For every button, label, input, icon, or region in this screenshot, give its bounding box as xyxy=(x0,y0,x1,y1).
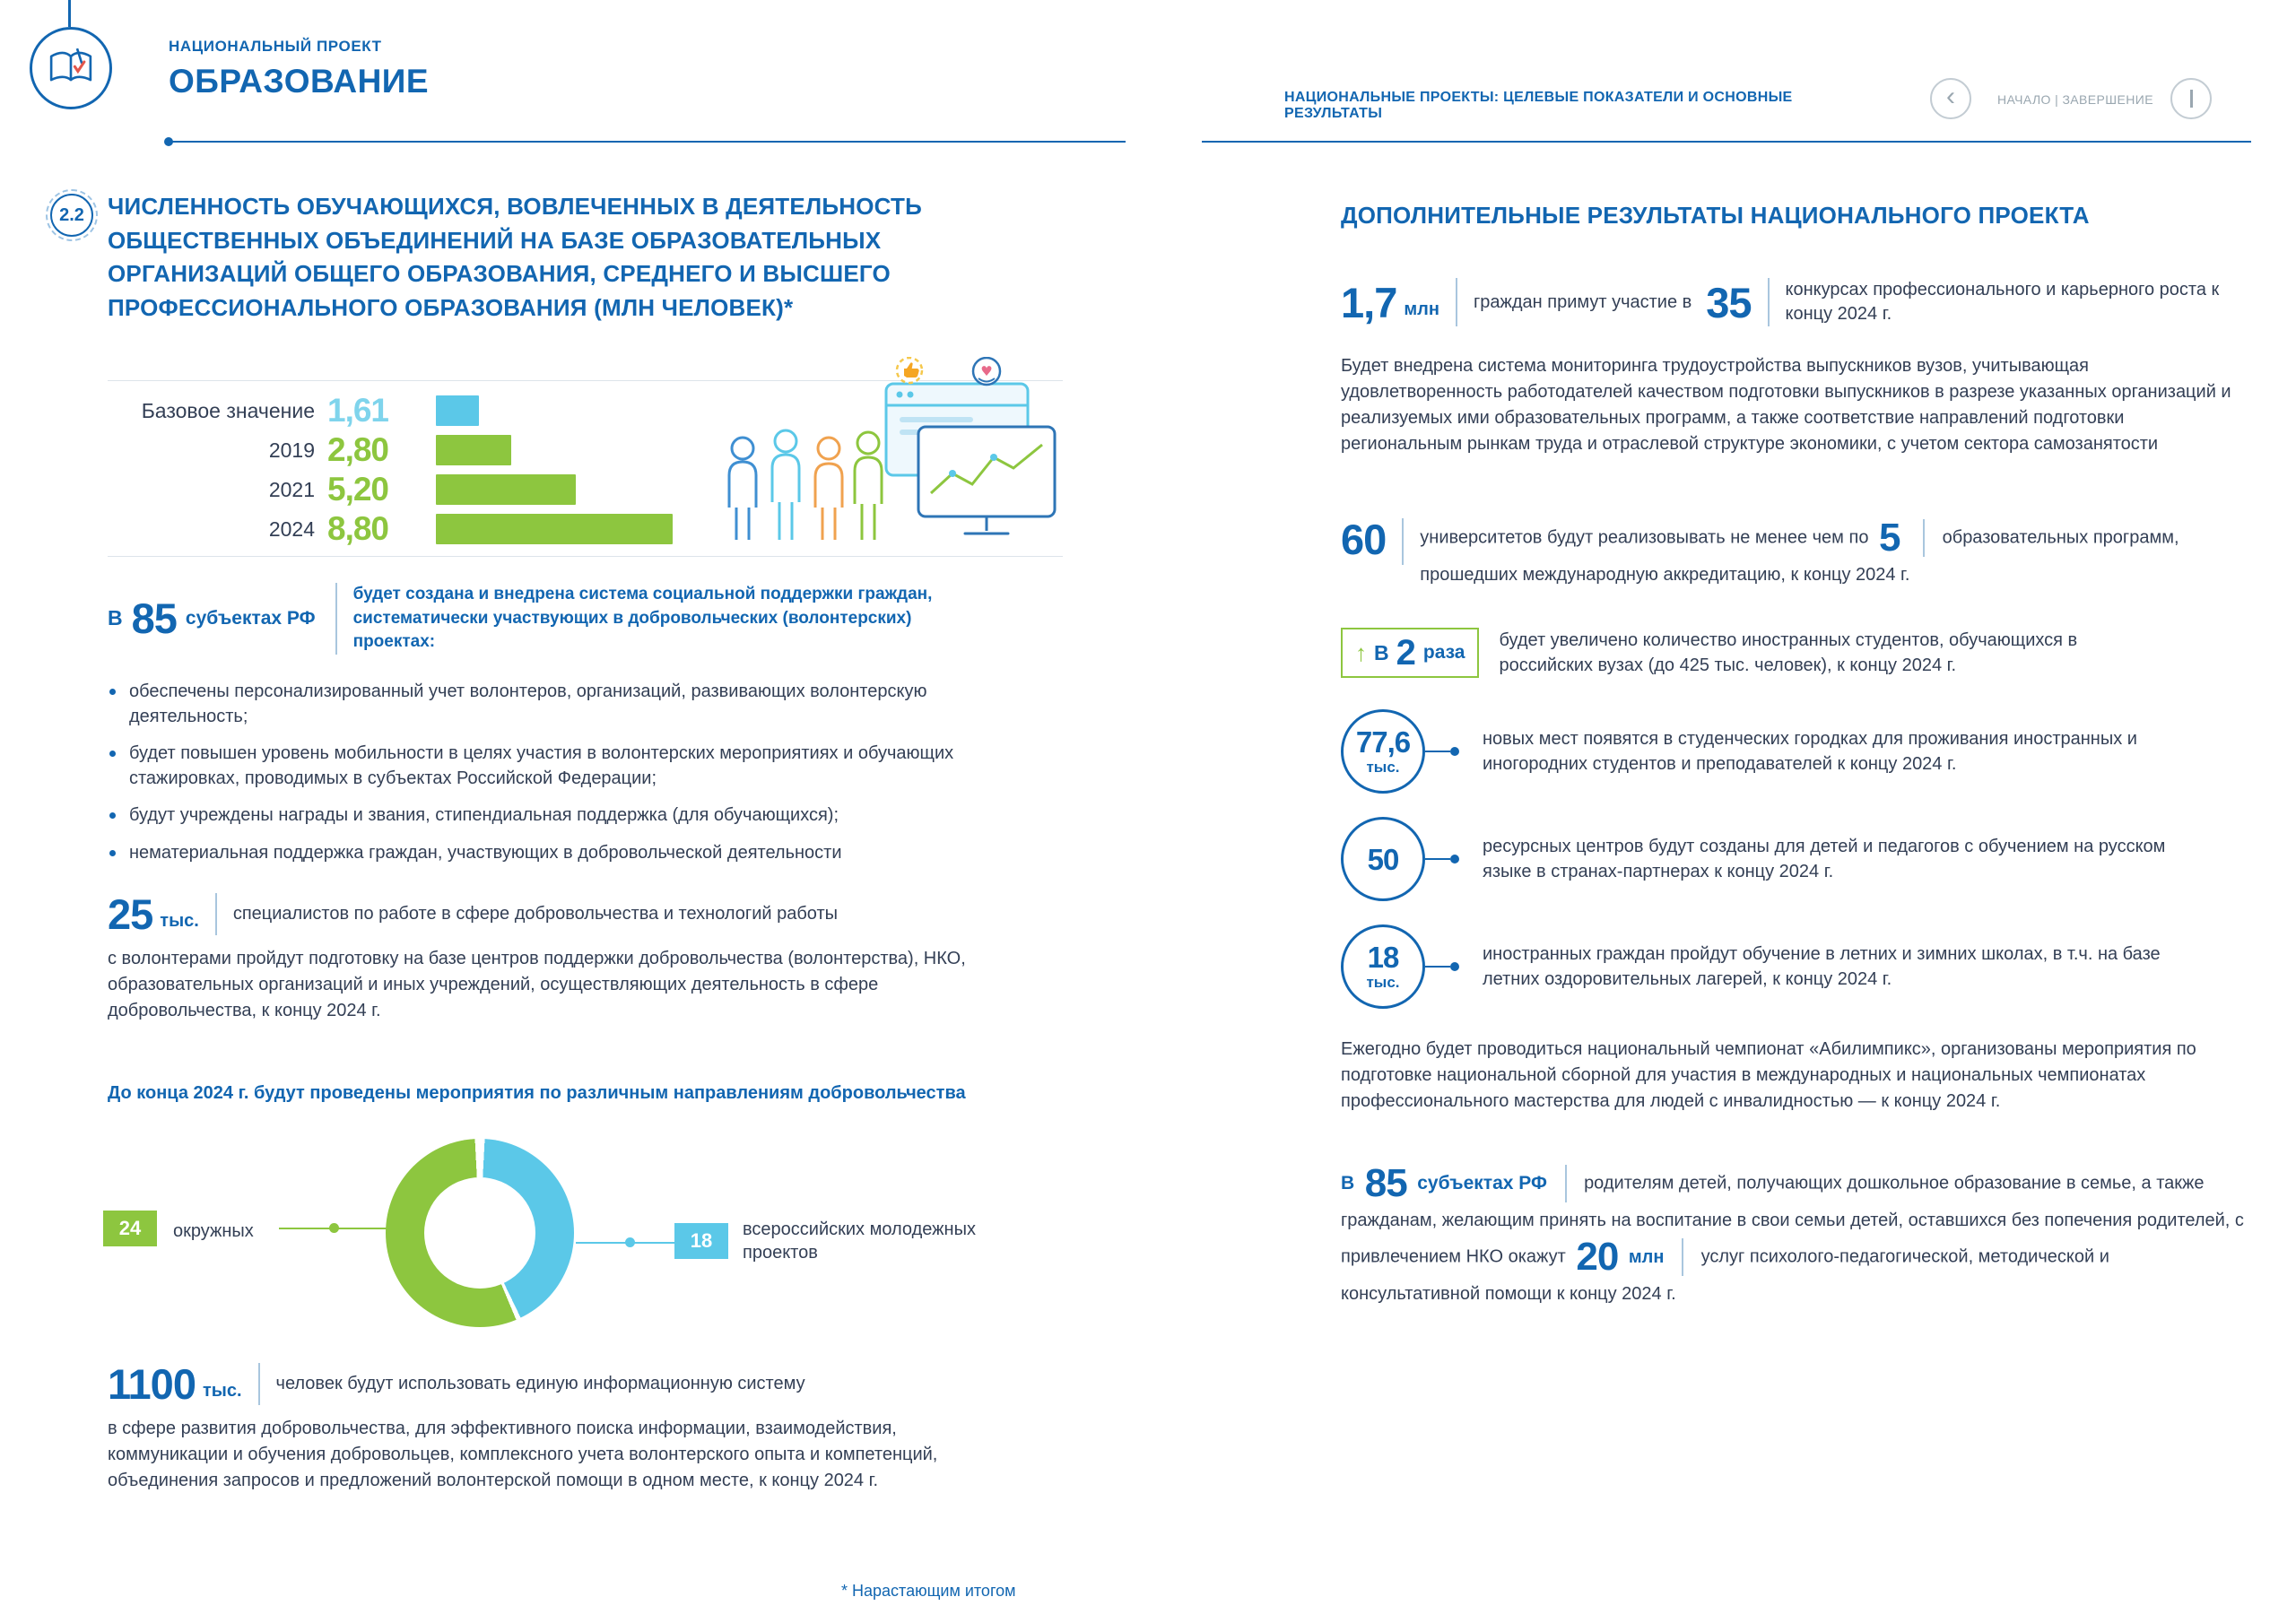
divider xyxy=(1682,1238,1683,1276)
circle-text: иностранных граждан пройдут обучение в летних и зимних школах, в т.ч. на базе летних оздоровительных лагерей, к концу 2024 г. xyxy=(1483,944,2161,989)
header-rule-left xyxy=(172,141,1126,143)
stat-unit: тыс. xyxy=(160,911,199,931)
deck-title: НАЦИОНАЛЬНЫЕ ПРОЕКТЫ: ЦЕЛЕВЫЕ ПОКАЗАТЕЛИ И ОСНОВНЫЕ РЕЗУЛЬТАТЫ xyxy=(1284,90,1793,121)
divider xyxy=(1456,278,1457,326)
stat-circle-row xyxy=(1341,924,2200,1010)
stat-text: родителям детей, получающих дошкольное образование в семье, а также гражданам, желающим принять на воспитание в свои семьи детей, оставшихся без попечения родителей, с привлечением НКО окажут xyxy=(1341,1173,2244,1267)
bar-value: 8,80 xyxy=(327,510,389,547)
nav-label[interactable]: НАЧАЛО | ЗАВЕРШЕНИЕ xyxy=(1997,92,2153,107)
volunteer-bullet-list xyxy=(108,680,1013,879)
section-badge: 2.2 xyxy=(50,194,93,237)
stat-text: будет увеличено количество иностранных студентов, обучающихся в российских вузах (до 425 тыс. человек), к концу 2024 г. xyxy=(1499,630,2078,675)
bar-category: Базовое значение xyxy=(141,398,315,422)
connector-dot xyxy=(1450,962,1459,971)
stat-lead: человек будут использовать единую информационную систему xyxy=(275,1374,805,1393)
stat-number: 60 xyxy=(1341,516,1387,563)
stat-circle-row xyxy=(1341,816,2200,902)
list-item: будут учреждены награды и звания, стипендиальная поддержка (для обучающихся); xyxy=(108,803,1013,829)
bar-chart xyxy=(108,391,673,549)
circle-value: 18 xyxy=(1367,940,1399,974)
donut-section-heading: До конца 2024 г. будут проведены мероприятия по различным направлениям добровольчества xyxy=(108,1083,966,1103)
bar xyxy=(436,474,576,505)
end-button[interactable] xyxy=(2170,78,2212,119)
stat-text: услуг психолого-педагогической, методической и консультативной помощи к концу 2024 г. xyxy=(1341,1246,2109,1305)
donut-chart xyxy=(103,1132,1063,1331)
connector-dot xyxy=(1450,747,1459,756)
stat-suffix: субъектах РФ xyxy=(185,607,316,629)
bar xyxy=(436,435,511,465)
bar-row xyxy=(108,391,673,430)
bar xyxy=(436,514,673,544)
circle-text: новых мест появятся в студенческих городках для проживания иностранных и иногородних студентов и преподавателей к концу 2024 г. xyxy=(1483,729,2137,774)
stat-prefix: В xyxy=(1341,1172,1355,1193)
list-item: нематериальная поддержка граждан, участвующих в добровольческой деятельности xyxy=(108,841,1013,866)
donut-ring xyxy=(386,1139,574,1327)
additional-results-column xyxy=(1341,188,2257,1587)
stat-circle xyxy=(1341,817,1425,901)
prev-button[interactable] xyxy=(1930,78,1971,119)
stat-number: 1100 xyxy=(108,1360,196,1408)
stat-85-subjects xyxy=(108,583,1058,655)
stat-circle xyxy=(1341,709,1425,794)
stat-unit: тыс. xyxy=(202,1381,242,1401)
bar-value: 5,20 xyxy=(327,471,389,508)
chevron-left-icon: ‹ xyxy=(1946,82,1955,111)
corner-line xyxy=(68,0,71,27)
monitoring-paragraph: Будет внедрена система мониторинга трудоустройства выпускников вузов, учитывающая удовлетворенность работодателей качеством подготовки выпускников в разрезе указанных организаций и реализуемых ими образовательных программ, а также соответствие направлений подготовки региональным рынкам труда и отраслевой структуре экономики, с учетом сектора самозанятости xyxy=(1341,356,2231,454)
stat-circle xyxy=(1341,924,1425,1009)
stat-circle-row xyxy=(1341,708,2200,794)
connector-line xyxy=(1425,966,1450,968)
divider xyxy=(335,583,337,655)
connector-line xyxy=(1425,751,1450,752)
stat-body: с волонтерами пройдут подготовку на базе центров поддержки добровольчества (волонтерства), НКО, образовательных организаций и иных учреждений, осуществляющих деятельность в сфере добровольчества, к концу 2024 г. xyxy=(108,949,966,1020)
stat-unit: млн xyxy=(1404,299,1439,319)
divider xyxy=(1768,278,1770,326)
project-kicker: НАЦИОНАЛЬНЫЙ ПРОЕКТ xyxy=(169,38,382,55)
bar-category: 2021 xyxy=(268,477,315,501)
project-logo xyxy=(30,27,112,109)
bar-value: 1,61 xyxy=(327,392,389,429)
circle-unit: тыс. xyxy=(1366,758,1400,776)
bar-category: 2019 xyxy=(268,438,315,462)
stat-prefix: В xyxy=(108,606,123,630)
donut-value-right: 18 xyxy=(674,1223,728,1259)
stat-number: 35 xyxy=(1706,278,1752,326)
bar-value: 2,80 xyxy=(327,431,389,468)
abilympics-paragraph: Ежегодно будет проводиться национальный чемпионат «Абилимпикс», организованы мероприятия по подготовке национальной сборной для участия в международных и национальных чемпионатах профессионального мастерства для людей с инвалидностью — к концу 2024 г. xyxy=(1341,1039,2196,1111)
growth-badge xyxy=(1341,628,1479,678)
donut-value-left: 24 xyxy=(103,1211,157,1246)
connector-line xyxy=(1425,858,1450,860)
end-marker-icon xyxy=(2190,90,2193,108)
stat-85-subjects-services xyxy=(1341,1161,2252,1312)
right-column-title: ДОПОЛНИТЕЛЬНЫЕ РЕЗУЛЬТАТЫ НАЦИОНАЛЬНОГО ПРОЕКТА xyxy=(1341,202,2090,229)
stat-number: 2 xyxy=(1396,633,1416,673)
circle-unit: тыс. xyxy=(1366,973,1400,991)
circle-value: 77,6 xyxy=(1355,725,1411,759)
donut-label-right: всероссийских молодежных проектов xyxy=(743,1219,976,1263)
bar-category: 2024 xyxy=(268,516,315,541)
project-title: ОБРАЗОВАНИЕ xyxy=(169,63,430,100)
bar-row xyxy=(108,509,673,549)
connector-dot xyxy=(329,1223,339,1233)
circle-text: ресурсных центров будут созданы для детей и педагогов с обучением на русском языке в странах-партнерах к концу 2024 г. xyxy=(1483,837,2166,881)
connector-dot xyxy=(1450,855,1459,864)
stat-text: конкурсах профессионального и карьерного роста к концу 2024 г. xyxy=(1785,280,2220,324)
logo-book-icon xyxy=(46,43,96,93)
stat-body: в сфере развития добровольчества, для эффективного поиска информации, взаимодействия, коммуникации и обучения добровольцев, комплексного учета волонтерского опыта и компетенций, объединения запросов и предложений волонтерской помощи в одном месте, к концу 2024 г. xyxy=(108,1419,938,1490)
stat-suffix: субъектах РФ xyxy=(1417,1172,1547,1193)
donut-label-left: окружных xyxy=(173,1221,254,1241)
stat-number-inline: 85 xyxy=(1364,1161,1407,1205)
circle-value: 50 xyxy=(1367,842,1399,876)
divider xyxy=(1923,519,1925,557)
svg-text:♥: ♥ xyxy=(980,363,993,379)
indicator-title: ЧИСЛЕННОСТЬ ОБУЧАЮЩИХСЯ, ВОВЛЕЧЕННЫХ В ДЕЯТЕЛЬНОСТЬ ОБЩЕСТВЕННЫХ ОБЪЕДИНЕНИЙ НА БАЗЕ ОБРАЗОВАТЕЛЬНЫХ ОРГАНИЗАЦИЙ ОБЩЕГО ОБРАЗОВАНИЯ, СРЕДНЕГО И ВЫСШЕГО ПРОФЕССИОНАЛЬНОГО ОБРАЗОВАНИЯ (МЛН ЧЕЛОВЕК)* xyxy=(108,193,922,322)
up-arrow-icon: ↑ xyxy=(1355,638,1367,666)
stat-unit: млн xyxy=(1628,1247,1665,1268)
stat-1-7m-contests xyxy=(1341,278,2270,326)
divider xyxy=(215,893,217,935)
stat-text: граждан примут участие в xyxy=(1473,291,1692,312)
footnote: * Нарастающим итогом xyxy=(841,1582,1016,1600)
stat-prefix: В xyxy=(1374,640,1389,664)
divider-line xyxy=(108,556,1063,557)
stat-25k-specialists xyxy=(108,890,1058,1024)
stat-text: будет создана и внедрена система социальной поддержки граждан, систематически участвующих в добровольческих (волонтерских) проектах: xyxy=(352,585,933,652)
stat-number-inline: 5 xyxy=(1879,516,1900,560)
divider xyxy=(1565,1165,1567,1202)
list-item: обеспечены персонализированный учет волонтеров, организаций, развивающих волонтерскую деятельность; xyxy=(108,680,1013,729)
bar xyxy=(436,395,479,426)
divider xyxy=(258,1363,260,1405)
connector-dot xyxy=(625,1237,635,1247)
bar-row xyxy=(108,430,673,470)
stat-1100k-users xyxy=(108,1360,1067,1494)
stat-number: 85 xyxy=(131,595,177,643)
stat-lead: специалистов по работе в сфере добровольчества и технологий работы xyxy=(232,904,839,924)
stat-suffix: раза xyxy=(1422,642,1465,663)
illustration-people-computers xyxy=(718,357,1072,554)
header-rule-right xyxy=(1202,141,2251,143)
stat-60-universities xyxy=(1341,518,2191,592)
list-item: будет повышен уровень мобильности в целях участия в волонтерских мероприятиях и обучающих стажировках, проводимых в субъектах Российской Федерации; xyxy=(108,742,1013,791)
stat-number: 1,7 xyxy=(1341,278,1397,326)
divider xyxy=(1402,518,1404,565)
stat-2x-foreign-students xyxy=(1341,628,2144,678)
bar-row xyxy=(108,470,673,509)
stat-text: университетов будут реализовывать не менее чем по 5 образовательных программ, прошедших международную аккредитацию, к концу 2024 г. xyxy=(1420,516,2179,585)
stat-number: 25 xyxy=(108,890,153,938)
stat-number-inline: 20 xyxy=(1576,1235,1619,1280)
